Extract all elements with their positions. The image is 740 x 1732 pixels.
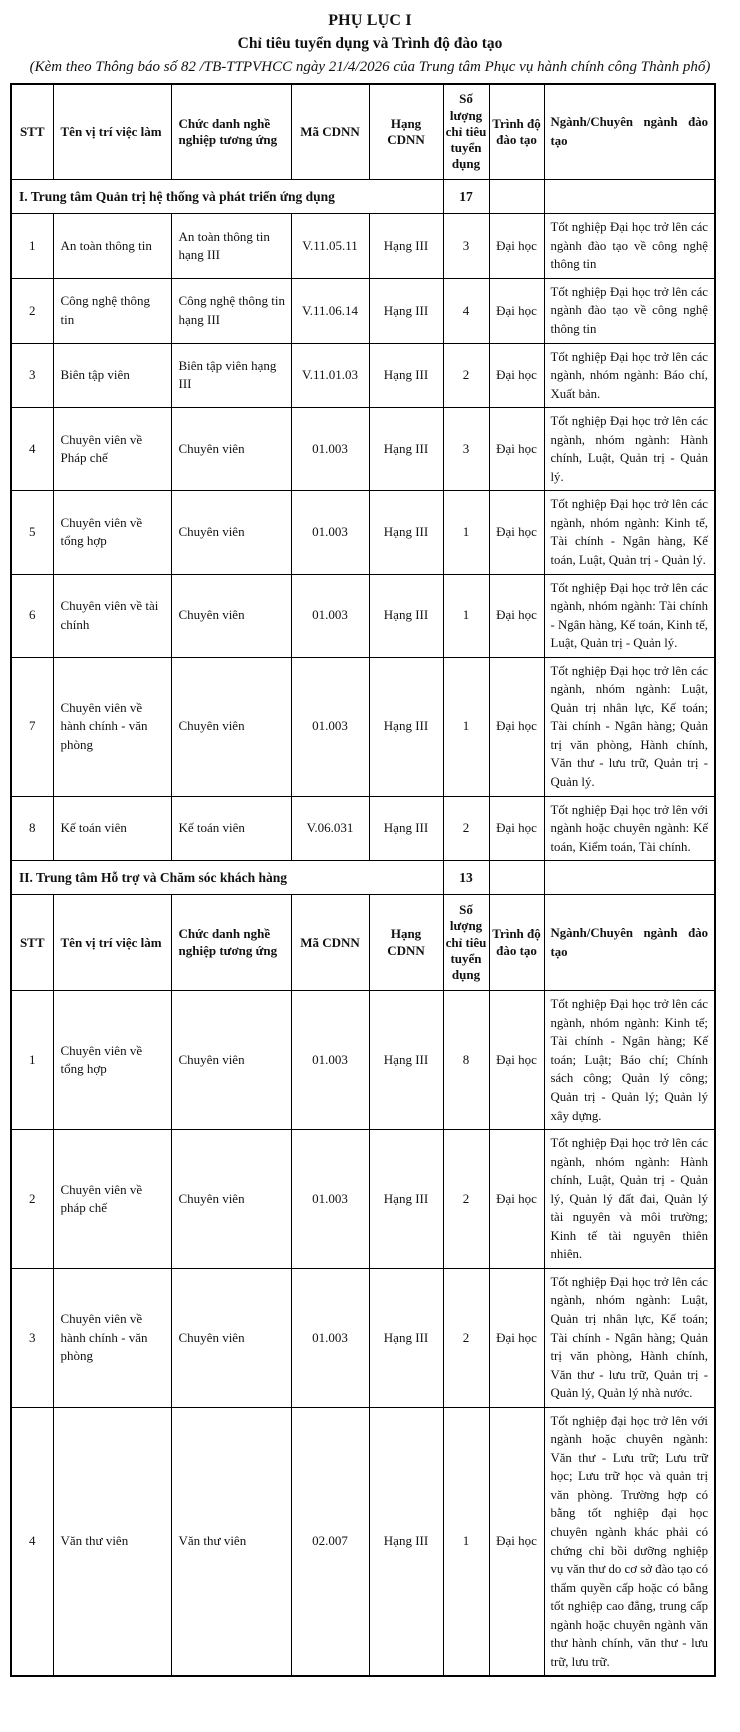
cell-stt: 3 [11, 343, 53, 408]
column-header-stt: STT [11, 84, 53, 180]
cell-quota: 2 [443, 1130, 489, 1269]
cell-position: Biên tập viên [53, 343, 171, 408]
cell-level: Đại học [489, 574, 544, 657]
cell-code: 01.003 [291, 991, 369, 1130]
cell-level: Đại học [489, 408, 544, 491]
cell-quota: 3 [443, 408, 489, 491]
cell-code: 02.007 [291, 1407, 369, 1676]
cell-rank: Hạng III [369, 574, 443, 657]
table-row [11, 1407, 715, 1676]
cell-majors: Tốt nghiệp Đại học trở lên các ngành, nhóm ngành: Tài chính - Ngân hàng, Kế toán, Kinh tế, Luật, Quản trị - Quản lý. [544, 574, 715, 657]
cell-job-title: Văn thư viên [171, 1407, 291, 1676]
cell-position: Chuyên viên về hành chính - văn phòng [53, 657, 171, 796]
cell-rank: Hạng III [369, 408, 443, 491]
cell-code: V.06.031 [291, 796, 369, 861]
cell-level: Đại học [489, 491, 544, 574]
cell-job-title: Kế toán viên [171, 796, 291, 861]
cell-job-title: An toàn thông tin hạng III [171, 214, 291, 279]
section-empty-cell [489, 861, 544, 895]
cell-quota: 1 [443, 657, 489, 796]
column-header-majors: Ngành/Chuyên ngành đào tạo [544, 895, 715, 991]
cell-quota: 2 [443, 1268, 489, 1407]
cell-quota: 3 [443, 214, 489, 279]
cell-code: V.11.01.03 [291, 343, 369, 408]
cell-majors: Tốt nghiệp Đại học trở lên các ngành, nhóm ngành: Hành chính, Luật, Quản trị - Quản lý. [544, 408, 715, 491]
recruitment-table [10, 83, 716, 1678]
cell-majors: Tốt nghiệp Đại học trở lên các ngành, nhóm ngành: Luật, Quản trị nhân lực, Kế toán; Tài chính - Ngân hàng; Quản trị văn phòng, Hành chính, Văn thư - lưu trữ, Quản trị - Quản lý. [544, 657, 715, 796]
section-row [11, 180, 715, 214]
cell-rank: Hạng III [369, 657, 443, 796]
cell-rank: Hạng III [369, 1268, 443, 1407]
cell-stt: 1 [11, 991, 53, 1130]
cell-job-title: Biên tập viên hạng III [171, 343, 291, 408]
cell-job-title: Công nghệ thông tin hạng III [171, 278, 291, 343]
cell-stt: 2 [11, 278, 53, 343]
table-row [11, 991, 715, 1130]
cell-job-title: Chuyên viên [171, 657, 291, 796]
column-header-majors: Ngành/Chuyên ngành đào tạo [544, 84, 715, 180]
title-block [0, 10, 740, 77]
recruitment-table-body [11, 84, 715, 1677]
cell-level: Đại học [489, 1130, 544, 1269]
doc-note: (Kèm theo Thông báo số 82 /TB-TTPVHCC ngày 21/4/2026 của Trung tâm Phục vụ hành chính công Thành phố) [29, 58, 711, 75]
cell-position: Chuyên viên về hành chính - văn phòng [53, 1268, 171, 1407]
cell-position: Chuyên viên về tài chính [53, 574, 171, 657]
cell-majors: Tốt nghiệp đại học trở lên với ngành hoặc chuyên ngành: Văn thư - Lưu trữ; Lưu trữ học; Lưu trữ học và quản trị văn phòng. Trường hợp có bằng tốt nghiệp đại học chuyên ngành khác phải có chứng chỉ bồi dưỡng nghiệp vụ văn thư do cơ sở đào tạo có thẩm quyền cấp hoặc có bằng tốt nghiệp cao đẳng, trung cấp ngành hoặc chuyên ngành văn thư hành chính, văn thư - lưu trữ, lưu trữ. [544, 1407, 715, 1676]
cell-job-title: Chuyên viên [171, 1268, 291, 1407]
table-row [11, 491, 715, 574]
cell-quota: 4 [443, 278, 489, 343]
column-header-rank: Hạng CDNN [369, 84, 443, 180]
cell-rank: Hạng III [369, 278, 443, 343]
cell-code: V.11.05.11 [291, 214, 369, 279]
cell-quota: 2 [443, 796, 489, 861]
cell-level: Đại học [489, 278, 544, 343]
cell-majors: Tốt nghiệp Đại học trở lên với ngành hoặc chuyên ngành: Kế toán, Kiểm toán, Tài chính. [544, 796, 715, 861]
cell-job-title: Chuyên viên [171, 1130, 291, 1269]
cell-level: Đại học [489, 657, 544, 796]
section-title: I. Trung tâm Quản trị hệ thống và phát triển ứng dụng [11, 180, 443, 214]
cell-majors: Tốt nghiệp Đại học trở lên các ngành, nhóm ngành: Báo chí, Xuất bản. [544, 343, 715, 408]
cell-stt: 4 [11, 1407, 53, 1676]
cell-rank: Hạng III [369, 991, 443, 1130]
cell-position: An toàn thông tin [53, 214, 171, 279]
appendix-title: PHỤ LỤC I [328, 12, 412, 29]
cell-code: 01.003 [291, 657, 369, 796]
cell-position: Chuyên viên về tổng hợp [53, 491, 171, 574]
section-quota-total: 13 [443, 861, 489, 895]
column-header-position: Tên vị trí việc làm [53, 84, 171, 180]
cell-job-title: Chuyên viên [171, 991, 291, 1130]
cell-stt: 1 [11, 214, 53, 279]
cell-majors: Tốt nghiệp Đại học trở lên các ngành, nhóm ngành: Kinh tế, Tài chính - Ngân hàng, Kế toán, Luật, Quản trị - Quản lý. [544, 491, 715, 574]
cell-majors: Tốt nghiệp Đại học trở lên các ngành đào tạo về công nghệ thông tin [544, 278, 715, 343]
cell-stt: 3 [11, 1268, 53, 1407]
cell-level: Đại học [489, 1407, 544, 1676]
cell-code: 01.003 [291, 408, 369, 491]
table-row [11, 1268, 715, 1407]
cell-stt: 5 [11, 491, 53, 574]
column-header-level: Trình độ đào tạo [489, 84, 544, 180]
column-header-position: Tên vị trí việc làm [53, 895, 171, 991]
cell-level: Đại học [489, 991, 544, 1130]
table-row [11, 343, 715, 408]
column-header-rank: Hạng CDNN [369, 895, 443, 991]
section-title: II. Trung tâm Hỗ trợ và Chăm sóc khách hàng [11, 861, 443, 895]
table-header-row [11, 895, 715, 991]
cell-position: Chuyên viên về Pháp chế [53, 408, 171, 491]
table-row [11, 657, 715, 796]
cell-rank: Hạng III [369, 491, 443, 574]
cell-stt: 6 [11, 574, 53, 657]
cell-rank: Hạng III [369, 796, 443, 861]
table-row [11, 796, 715, 861]
cell-majors: Tốt nghiệp Đại học trở lên các ngành, nhóm ngành: Hành chính, Luật, Quản trị - Quản lý, Quản lý đất đai, Quản lý tài nguyên và môi trường; Kinh tế tài nguyên thiên nhiên. [544, 1130, 715, 1269]
cell-rank: Hạng III [369, 1407, 443, 1676]
cell-rank: Hạng III [369, 1130, 443, 1269]
cell-position: Công nghệ thông tin [53, 278, 171, 343]
section-empty-cell [544, 180, 715, 214]
cell-stt: 2 [11, 1130, 53, 1269]
column-header-quota: Số lượng chỉ tiêu tuyển dụng [443, 895, 489, 991]
cell-level: Đại học [489, 796, 544, 861]
cell-stt: 4 [11, 408, 53, 491]
table-row [11, 408, 715, 491]
column-header-level: Trình độ đào tạo [489, 895, 544, 991]
table-row [11, 214, 715, 279]
column-header-code: Mã CDNN [291, 84, 369, 180]
cell-job-title: Chuyên viên [171, 491, 291, 574]
table-header-row [11, 84, 715, 180]
section-empty-cell [489, 180, 544, 214]
cell-position: Kế toán viên [53, 796, 171, 861]
section-quota-total: 17 [443, 180, 489, 214]
column-header-job-title: Chức danh nghề nghiệp tương ứng [171, 84, 291, 180]
cell-stt: 8 [11, 796, 53, 861]
cell-majors: Tốt nghiệp Đại học trở lên các ngành, nhóm ngành: Luật, Quản trị nhân lực, Kế toán; Tài chính - Ngân hàng; Quản trị văn phòng, Hành chính, Văn thư - lưu trữ, Quản trị - Quản lý, Quản lý nhà nước. [544, 1268, 715, 1407]
cell-quota: 8 [443, 991, 489, 1130]
column-header-stt: STT [11, 895, 53, 991]
cell-majors: Tốt nghiệp Đại học trở lên các ngành đào tạo về công nghệ thông tin [544, 214, 715, 279]
cell-code: V.11.06.14 [291, 278, 369, 343]
cell-code: 01.003 [291, 1268, 369, 1407]
cell-stt: 7 [11, 657, 53, 796]
table-row [11, 278, 715, 343]
cell-quota: 2 [443, 343, 489, 408]
cell-quota: 1 [443, 574, 489, 657]
cell-position: Văn thư viên [53, 1407, 171, 1676]
cell-job-title: Chuyên viên [171, 408, 291, 491]
cell-majors: Tốt nghiệp Đại học trở lên các ngành, nhóm ngành: Kinh tế; Tài chính - Ngân hàng; Kế toán; Luật; Báo chí; Chính sách công; Quản lý công; Quản trị - Quản lý; Quản lý xây dựng. [544, 991, 715, 1130]
doc-subtitle: Chỉ tiêu tuyển dụng và Trình độ đào tạo [237, 34, 503, 52]
cell-code: 01.003 [291, 491, 369, 574]
section-row [11, 861, 715, 895]
cell-position: Chuyên viên về tổng hợp [53, 991, 171, 1130]
section-empty-cell [544, 861, 715, 895]
cell-code: 01.003 [291, 574, 369, 657]
cell-level: Đại học [489, 343, 544, 408]
cell-quota: 1 [443, 491, 489, 574]
column-header-quota: Số lượng chỉ tiêu tuyển dụng [443, 84, 489, 180]
column-header-code: Mã CDNN [291, 895, 369, 991]
table-row [11, 574, 715, 657]
column-header-job-title: Chức danh nghề nghiệp tương ứng [171, 895, 291, 991]
cell-level: Đại học [489, 1268, 544, 1407]
cell-rank: Hạng III [369, 343, 443, 408]
cell-level: Đại học [489, 214, 544, 279]
cell-quota: 1 [443, 1407, 489, 1676]
cell-code: 01.003 [291, 1130, 369, 1269]
cell-rank: Hạng III [369, 214, 443, 279]
cell-position: Chuyên viên về pháp chế [53, 1130, 171, 1269]
table-row [11, 1130, 715, 1269]
cell-job-title: Chuyên viên [171, 574, 291, 657]
